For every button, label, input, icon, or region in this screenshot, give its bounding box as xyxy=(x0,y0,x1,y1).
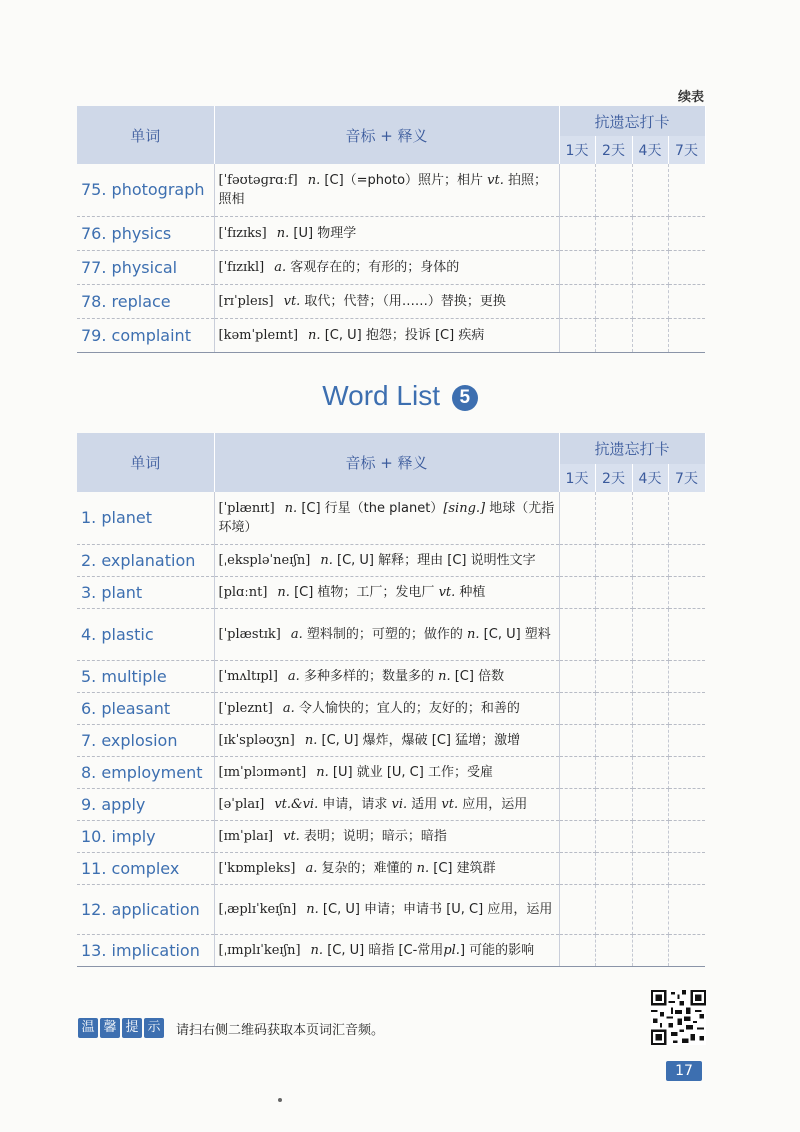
meaning-text: 应用，运用 xyxy=(458,796,528,812)
word-cell: 3. plant xyxy=(77,576,214,608)
table-row xyxy=(77,608,705,660)
table-row xyxy=(77,660,705,692)
checkbox-cell-day-7[interactable] xyxy=(668,724,705,756)
checkbox-cell-day-1[interactable] xyxy=(559,576,595,608)
checkbox-cell-day-1[interactable] xyxy=(559,756,595,788)
phonetic: [ˌɪmplɪˈkeɪʃn] xyxy=(218,942,301,958)
word-cell: 4. plastic xyxy=(77,608,214,660)
checkbox-cell-day-7[interactable] xyxy=(668,544,705,576)
word-cell: 8. employment xyxy=(77,756,214,788)
word-cell: 78. replace xyxy=(77,284,214,318)
part-of-speech: n. xyxy=(307,172,321,188)
definition-cell xyxy=(214,756,559,788)
part-of-speech: vt. xyxy=(438,584,456,600)
checkbox-cell-day-7[interactable] xyxy=(668,164,705,216)
checkbox-cell-day-1[interactable] xyxy=(559,724,595,756)
tip-badge-char: 馨 xyxy=(100,1018,120,1038)
phonetic: [ˈfəʊtəɡrɑːf] xyxy=(218,172,298,188)
checkbox-cell-day-1[interactable] xyxy=(559,544,595,576)
word-list-title xyxy=(0,380,800,412)
tip-text: 请扫右侧二维码获取本页词汇音频。 xyxy=(176,1022,385,1038)
checkbox-cell-day-1[interactable] xyxy=(559,164,595,216)
header-review-card: 抗遗忘打卡 xyxy=(559,433,705,464)
checkbox-cell-day-4[interactable] xyxy=(632,576,668,608)
header-day-2: 2天 xyxy=(595,136,632,164)
vocab-table-2 xyxy=(77,433,706,967)
phonetic: [rɪˈpleɪs] xyxy=(218,293,274,309)
word-cell: 77. physical xyxy=(77,250,214,284)
meaning-text: [U] 物理学 xyxy=(289,225,357,241)
part-of-speech: n. xyxy=(276,225,290,241)
phonetic: [ˈfɪzɪkl] xyxy=(218,259,265,275)
checkbox-cell-day-7[interactable] xyxy=(668,692,705,724)
checkbox-cell-day-4[interactable] xyxy=(632,492,668,544)
meaning-text: 地球（尤指环境） xyxy=(218,500,555,535)
checkbox-cell-day-2[interactable] xyxy=(595,660,632,692)
tip-badge-char: 提 xyxy=(122,1018,142,1038)
definition-cell xyxy=(214,164,559,216)
checkbox-cell-day-2[interactable] xyxy=(595,164,632,216)
table-row xyxy=(77,576,705,608)
checkbox-cell-day-2[interactable] xyxy=(595,284,632,318)
checkbox-cell-day-1[interactable] xyxy=(559,608,595,660)
checkbox-cell-day-4[interactable] xyxy=(632,820,668,852)
header-day-1: 1天 xyxy=(559,464,595,492)
checkbox-cell-day-2[interactable] xyxy=(595,318,632,352)
definition-cell xyxy=(214,788,559,820)
checkbox-cell-day-4[interactable] xyxy=(632,660,668,692)
checkbox-cell-day-4[interactable] xyxy=(632,284,668,318)
table-row xyxy=(77,216,705,250)
table-row xyxy=(77,492,705,544)
header-phonetic-meaning: 音标 + 释义 xyxy=(214,106,559,164)
checkbox-cell-day-7[interactable] xyxy=(668,284,705,318)
word-cell: 13. implication xyxy=(77,934,214,966)
checkbox-cell-day-2[interactable] xyxy=(595,756,632,788)
table-row xyxy=(77,724,705,756)
meaning-text: 申请，请求 xyxy=(318,796,392,812)
phonetic: [plɑːnt] xyxy=(218,584,268,600)
table-row xyxy=(77,788,705,820)
checkbox-cell-day-7[interactable] xyxy=(668,576,705,608)
scan-dot xyxy=(278,1098,282,1102)
header-day-1: 1天 xyxy=(559,136,595,164)
word-cell: 75. photograph xyxy=(77,164,214,216)
checkbox-cell-day-4[interactable] xyxy=(632,756,668,788)
checkbox-cell-day-2[interactable] xyxy=(595,884,632,934)
meaning-text: [C] 植物；工厂；发电厂 xyxy=(289,584,439,600)
word-cell: 12. application xyxy=(77,884,214,934)
meaning-text: [U] 就业 [U, C] 工作；受雇 xyxy=(328,764,493,780)
definition-cell xyxy=(214,608,559,660)
meaning-text: 复杂的；难懂的 xyxy=(317,860,417,876)
checkbox-cell-day-7[interactable] xyxy=(668,216,705,250)
definition-cell xyxy=(214,660,559,692)
phonetic: [ˌekspləˈneɪʃn] xyxy=(218,552,311,568)
part-of-speech: n. xyxy=(316,764,329,780)
table-row xyxy=(77,852,705,884)
checkbox-cell-day-4[interactable] xyxy=(632,544,668,576)
checkbox-cell-day-7[interactable] xyxy=(668,492,705,544)
definition-cell xyxy=(214,576,559,608)
meaning-text: 取代；代替；（用……）替换；更换 xyxy=(300,293,506,309)
phonetic: [ɪkˈspləʊʒn] xyxy=(218,732,295,748)
table-row xyxy=(77,250,705,284)
word-cell: 2. explanation xyxy=(77,544,214,576)
meaning-text: [C, U] 解释；理由 [C] 说明性文字 xyxy=(332,552,536,568)
meaning-text: [C, U] 暗指 [C-常用 xyxy=(323,942,444,958)
phonetic: [ˈplæstɪk] xyxy=(218,626,281,642)
meaning-text: [C, U] 申请；申请书 [U, C] 应用，运用 xyxy=(318,901,553,917)
tip-box xyxy=(78,1018,384,1038)
meaning-text: 拍照；照相 xyxy=(218,172,547,207)
table-row xyxy=(77,318,705,352)
meaning-text: [C, U] 爆炸，爆破 [C] 猛增；激增 xyxy=(317,732,521,748)
definition-cell xyxy=(214,250,559,284)
part-of-speech: pl. xyxy=(443,942,460,958)
phonetic: [ˌæplɪˈkeɪʃn] xyxy=(218,901,297,917)
checkbox-cell-day-2[interactable] xyxy=(595,724,632,756)
table-row xyxy=(77,756,705,788)
phonetic: [kəmˈpleɪnt] xyxy=(218,327,299,343)
part-of-speech: vt.&vi. xyxy=(274,796,319,812)
definition-cell xyxy=(214,852,559,884)
checkbox-cell-day-2[interactable] xyxy=(595,852,632,884)
part-of-speech: n. xyxy=(306,901,319,917)
qr-code-icon[interactable] xyxy=(651,990,706,1045)
header-day-7: 7天 xyxy=(668,136,705,164)
phonetic: [ˈfɪzɪks] xyxy=(218,225,267,241)
tip-badge-char: 示 xyxy=(144,1018,164,1038)
definition-cell xyxy=(214,284,559,318)
checkbox-cell-day-4[interactable] xyxy=(632,884,668,934)
vocab-table-1 xyxy=(77,106,706,353)
checkbox-cell-day-1[interactable] xyxy=(559,884,595,934)
checkbox-cell-day-2[interactable] xyxy=(595,250,632,284)
meaning-text: 多种多样的；数量多的 xyxy=(299,668,439,684)
checkbox-cell-day-4[interactable] xyxy=(632,852,668,884)
part-of-speech: vt. xyxy=(283,828,300,844)
table-row xyxy=(77,284,705,318)
checkbox-cell-day-4[interactable] xyxy=(632,692,668,724)
checkbox-cell-day-7[interactable] xyxy=(668,250,705,284)
checkbox-cell-day-1[interactable] xyxy=(559,284,595,318)
checkbox-cell-day-4[interactable] xyxy=(632,788,668,820)
meaning-text: [C]（=photo）照片；相片 xyxy=(320,172,488,188)
definition-cell xyxy=(214,884,559,934)
meaning-text: [C, U] 抱怨；投诉 [C] 疾病 xyxy=(320,327,485,343)
definition-cell xyxy=(214,692,559,724)
definition-cell xyxy=(214,820,559,852)
meaning-text: [C] 行星（the planet） xyxy=(297,500,444,516)
definition-cell xyxy=(214,492,559,544)
checkbox-cell-day-1[interactable] xyxy=(559,216,595,250)
part-of-speech: a. xyxy=(282,700,295,716)
checkbox-cell-day-1[interactable] xyxy=(559,934,595,966)
meaning-text: 适用 xyxy=(407,796,442,812)
checkbox-cell-day-7[interactable] xyxy=(668,788,705,820)
header-word: 单词 xyxy=(77,106,214,164)
definition-cell xyxy=(214,724,559,756)
phonetic: [ˈmʌltɪpl] xyxy=(218,668,278,684)
checkbox-cell-day-7[interactable] xyxy=(668,660,705,692)
checkbox-cell-day-2[interactable] xyxy=(595,576,632,608)
word-list-number-badge: 5 xyxy=(452,385,478,411)
meaning-text: [C] 倍数 xyxy=(450,668,505,684)
meaning-text: 令人愉快的；宜人的；友好的；和善的 xyxy=(294,700,520,716)
word-list-label: Word List xyxy=(322,380,440,411)
header-phonetic-meaning: 音标 + 释义 xyxy=(214,433,559,492)
definition-cell xyxy=(214,216,559,250)
checkbox-cell-day-2[interactable] xyxy=(595,934,632,966)
header-word: 单词 xyxy=(77,433,214,492)
part-of-speech: n. xyxy=(310,942,324,958)
phonetic: [ˈkɒmpleks] xyxy=(218,860,296,876)
checkbox-cell-day-4[interactable] xyxy=(632,250,668,284)
part-of-speech: n. xyxy=(416,860,430,876)
phonetic: [ɪmˈplɔɪmənt] xyxy=(218,764,307,780)
part-of-speech: vt. xyxy=(487,172,504,188)
checkbox-cell-day-7[interactable] xyxy=(668,884,705,934)
checkbox-cell-day-2[interactable] xyxy=(595,820,632,852)
checkbox-cell-day-2[interactable] xyxy=(595,492,632,544)
table-row xyxy=(77,884,705,934)
phonetic: [ˈpleznt] xyxy=(218,700,273,716)
definition-cell xyxy=(214,544,559,576)
table-row xyxy=(77,692,705,724)
part-of-speech: n. xyxy=(320,552,333,568)
part-of-speech: a. xyxy=(305,860,318,876)
table-row xyxy=(77,820,705,852)
meaning-text: 种植 xyxy=(455,584,486,600)
table-row xyxy=(77,164,705,216)
table-row xyxy=(77,544,705,576)
table-row xyxy=(77,934,705,966)
word-cell: 6. pleasant xyxy=(77,692,214,724)
part-of-speech: a. xyxy=(287,668,300,684)
checkbox-cell-day-1[interactable] xyxy=(559,492,595,544)
word-cell: 5. multiple xyxy=(77,660,214,692)
phonetic: [ɪmˈplaɪ] xyxy=(218,828,274,844)
page-number: 17 xyxy=(666,1061,702,1081)
word-cell: 9. apply xyxy=(77,788,214,820)
header-day-7: 7天 xyxy=(668,464,705,492)
header-day-4: 4天 xyxy=(632,464,668,492)
meaning-text: 客观存在的；有形的；身体的 xyxy=(286,259,460,275)
part-of-speech: vt. xyxy=(283,293,301,309)
meaning-text: [C] 建筑群 xyxy=(429,860,496,876)
meaning-text: 塑料制的；可塑的；做作的 xyxy=(302,626,468,642)
checkbox-cell-day-7[interactable] xyxy=(668,756,705,788)
part-of-speech: n. xyxy=(308,327,321,343)
phonetic: [əˈplaɪ] xyxy=(218,796,265,812)
checkbox-cell-day-1[interactable] xyxy=(559,788,595,820)
checkbox-cell-day-2[interactable] xyxy=(595,216,632,250)
checkbox-cell-day-1[interactable] xyxy=(559,692,595,724)
header-review-card: 抗遗忘打卡 xyxy=(559,106,705,136)
definition-cell xyxy=(214,934,559,966)
checkbox-cell-day-1[interactable] xyxy=(559,660,595,692)
checkbox-cell-day-2[interactable] xyxy=(595,608,632,660)
checkbox-cell-day-1[interactable] xyxy=(559,318,595,352)
tip-badge xyxy=(78,1018,164,1038)
checkbox-cell-day-7[interactable] xyxy=(668,318,705,352)
part-of-speech: vi. xyxy=(391,796,408,812)
header-day-2: 2天 xyxy=(595,464,632,492)
part-of-speech: n. xyxy=(284,500,298,516)
checkbox-cell-day-7[interactable] xyxy=(668,608,705,660)
checkbox-cell-day-1[interactable] xyxy=(559,820,595,852)
part-of-speech: n. xyxy=(438,668,451,684)
checkbox-cell-day-7[interactable] xyxy=(668,934,705,966)
part-of-speech: a. xyxy=(290,626,303,642)
checkbox-cell-day-4[interactable] xyxy=(632,318,668,352)
part-of-speech: n. xyxy=(304,732,318,748)
checkbox-cell-day-4[interactable] xyxy=(632,608,668,660)
definition-cell xyxy=(214,318,559,352)
word-cell: 76. physics xyxy=(77,216,214,250)
checkbox-cell-day-2[interactable] xyxy=(595,692,632,724)
word-cell: 79. complaint xyxy=(77,318,214,352)
word-cell: 7. explosion xyxy=(77,724,214,756)
checkbox-cell-day-1[interactable] xyxy=(559,852,595,884)
header-day-4: 4天 xyxy=(632,136,668,164)
checkbox-cell-day-2[interactable] xyxy=(595,544,632,576)
checkbox-cell-day-2[interactable] xyxy=(595,788,632,820)
word-cell: 11. complex xyxy=(77,852,214,884)
part-of-speech: [sing.] xyxy=(443,500,486,516)
tip-badge-char: 温 xyxy=(78,1018,98,1038)
phonetic: [ˈplænɪt] xyxy=(218,500,275,516)
meaning-text: [C, U] 塑料 xyxy=(479,626,551,642)
checkbox-cell-day-4[interactable] xyxy=(632,724,668,756)
continued-label: 续表 xyxy=(677,90,704,105)
part-of-speech: a. xyxy=(274,259,287,275)
meaning-text: 表明；说明；暗示；暗指 xyxy=(299,828,447,844)
word-cell: 10. imply xyxy=(77,820,214,852)
meaning-text: ] 可能的影响 xyxy=(459,942,535,958)
checkbox-cell-day-4[interactable] xyxy=(632,934,668,966)
part-of-speech: vt. xyxy=(441,796,459,812)
checkbox-cell-day-4[interactable] xyxy=(632,164,668,216)
word-cell: 1. planet xyxy=(77,492,214,544)
part-of-speech: n. xyxy=(277,584,290,600)
checkbox-cell-day-4[interactable] xyxy=(632,216,668,250)
checkbox-cell-day-7[interactable] xyxy=(668,820,705,852)
part-of-speech: n. xyxy=(467,626,480,642)
checkbox-cell-day-1[interactable] xyxy=(559,250,595,284)
checkbox-cell-day-7[interactable] xyxy=(668,852,705,884)
